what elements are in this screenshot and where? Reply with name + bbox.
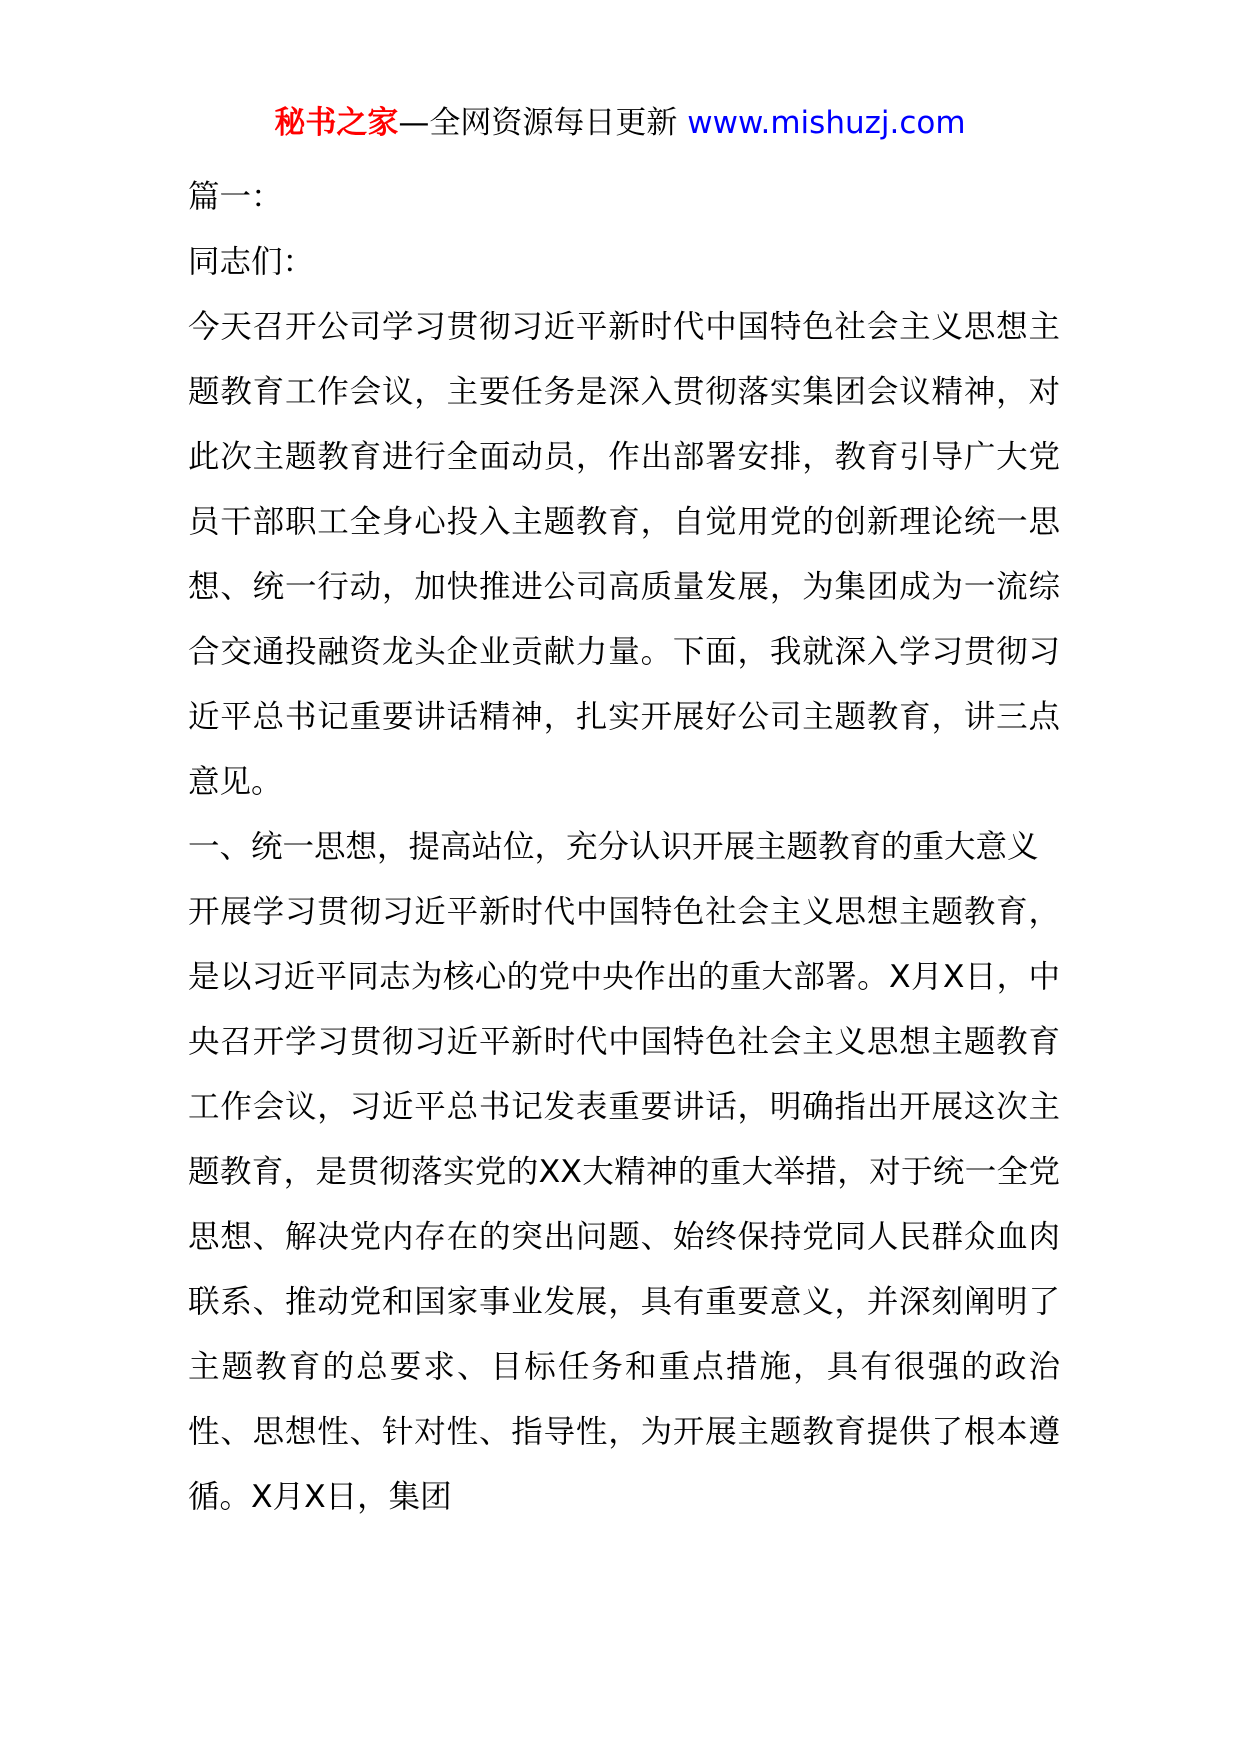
section-label: 篇一： (188, 179, 283, 215)
paragraph-intro: 今天召开公司学习贯彻习近平新时代中国特色社会主义思想主题教育工作会议，主要任务是深入贯彻落实集团会议精神，对此次主题教育进行全面动员，作出部署安排，教育引导广大党员干部职工全身心投入主题教育，自觉用党的创新理论统一思想、统一行动，加快推进公司高质量发展，为集团成为一流综合交通投融资龙头企业贡献力量。下面，我就深入学习贯彻习近平总书记重要讲话精神，扎实开展好公司主题教育，讲三点意见。 (188, 309, 1060, 800)
paragraph-section-1: 开展学习贯彻习近平新时代中国特色社会主义思想主题教育，是以习近平同志为核心的党中央作出的重大部署。X月X日，中央召开学习贯彻习近平新时代中国特色社会主义思想主题教育工作会议，习近平总书记发表重要讲话，明确指出开展这次主题教育，是贯彻落实党的XX大精神的重大举措，对于统一全党思想、解决党内存在的突出问题、始终保持党同人民群众血肉联系、推动党和国家事业发展，具有重要意义，并深刻阐明了主题教育的总要求、目标任务和重点措施，具有很强的政治性、思想性、针对性、指导性，为开展主题教育提供了根本遵循。X月X日，集团 (188, 894, 1060, 1515)
salutation: 同志们： (188, 244, 315, 280)
header-tagline: —全网资源每日更新 (398, 105, 688, 141)
document-body (188, 165, 1060, 1530)
site-header (0, 100, 1240, 146)
section-heading-1: 一、统一思想，提高站位，充分认识开展主题教育的重大意义 (188, 829, 1039, 865)
site-url-link[interactable]: www.mishuzj.com (687, 105, 966, 141)
brand-name: 秘书之家 (274, 105, 399, 141)
